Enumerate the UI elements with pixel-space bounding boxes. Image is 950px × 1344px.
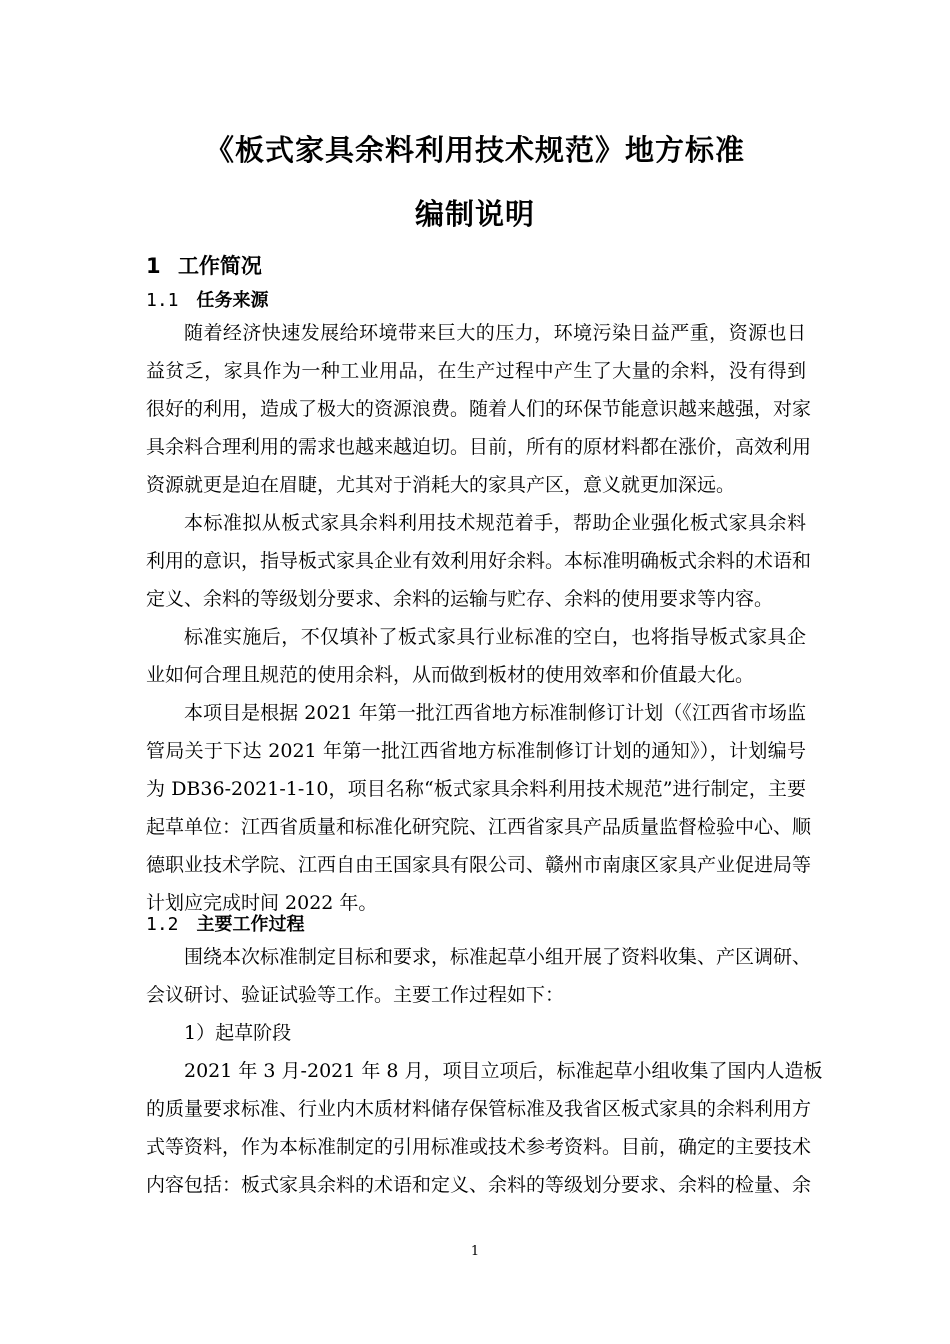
document-title: 《板式家具余料利用技术规范》地方标准: [204, 133, 745, 167]
paragraph-line: 围绕本次标准制定目标和要求，标准起草小组开展了资料收集、产区调研、: [184, 946, 812, 968]
paragraph-line: 资源就更是迫在眉睫，尤其对于消耗大的家具产区，意义就更加深远。: [146, 474, 736, 496]
paragraph-line: 随着经济快速发展给环境带来巨大的压力，环境污染日益严重，资源也日: [184, 322, 806, 344]
paragraph-line: 式等资料，作为本标准制定的引用标准或技术参考资料。目前，确定的主要技术: [146, 1136, 812, 1158]
paragraph-line: 益贫乏，家具作为一种工业用品，在生产过程中产生了大量的余料，没有得到: [146, 360, 806, 382]
subsection-heading-1-1: [146, 288, 269, 314]
page-number: 1: [470, 1244, 480, 1259]
paragraph-line: 本标准拟从板式家具余料利用技术规范着手，帮助企业强化板式家具余料: [184, 512, 806, 534]
paragraph-line: 计划应完成时间 2022 年。: [146, 892, 378, 914]
list-item-label: 1）起草阶段: [184, 1022, 292, 1044]
section-number: 1: [146, 254, 161, 278]
paragraph-line: 为 DB36-2021-1-10，项目名称“板式家具余料利用技术规范”进行制定，主要: [146, 778, 806, 800]
paragraph-line: 利用的意识，指导板式家具企业有效利用好余料。本标准明确板式余料的术语和: [146, 550, 812, 572]
paragraph-line: 业如何合理且规范的使用余料，从而做到板材的使用效率和价值最大化。: [146, 664, 755, 686]
paragraph-line: 德职业技术学院、江西自由王国家具有限公司、赣州市南康区家具产业促进局等: [146, 854, 812, 876]
paragraph-line: 会议研讨、验证试验等工作。主要工作过程如下：: [146, 984, 565, 1006]
paragraph-line: 很好的利用，造成了极大的资源浪费。随着人们的环保节能意识越来越强，对家: [146, 398, 812, 420]
section-heading-1: [146, 252, 262, 280]
paragraph-line: 标准实施后，不仅填补了板式家具行业标准的空白，也将指导板式家具企: [184, 626, 806, 648]
subsection-title: 任务来源: [196, 290, 269, 311]
section-title: 工作简况: [177, 254, 262, 278]
subsection-number: 1.2: [146, 914, 179, 935]
paragraph-line: 2021 年 3 月-2021 年 8 月，项目立项后，标准起草小组收集了国内人造板: [184, 1060, 823, 1082]
subsection-title: 主要工作过程: [196, 914, 305, 935]
paragraph-line: 本项目是根据 2021 年第一批江西省地方标准制修订计划（《江西省市场监: [184, 702, 806, 724]
subsection-heading-1-2: [146, 912, 305, 938]
paragraph-line: 的质量要求标准、行业内木质材料储存保管标准及我省区板式家具的余料利用方: [146, 1098, 812, 1120]
document-subtitle: 编制说明: [414, 197, 535, 231]
paragraph-line: 定义、余料的等级划分要求、余料的运输与贮存、余料的使用要求等内容。: [146, 588, 774, 610]
paragraph-line: 起草单位：江西省质量和标准化研究院、江西省家具产品质量监督检验中心、顺: [146, 816, 812, 838]
paragraph-line: 管局关于下达 2021 年第一批江西省地方标准制修订计划的通知》），计划编号: [146, 740, 806, 762]
subsection-number: 1.1: [146, 290, 179, 311]
paragraph-line: 具余料合理利用的需求也越来越迫切。目前，所有的原材料都在涨价，高效利用: [146, 436, 812, 458]
paragraph-line: 内容包括：板式家具余料的术语和定义、余料的等级划分要求、余料的检量、余: [146, 1174, 812, 1196]
